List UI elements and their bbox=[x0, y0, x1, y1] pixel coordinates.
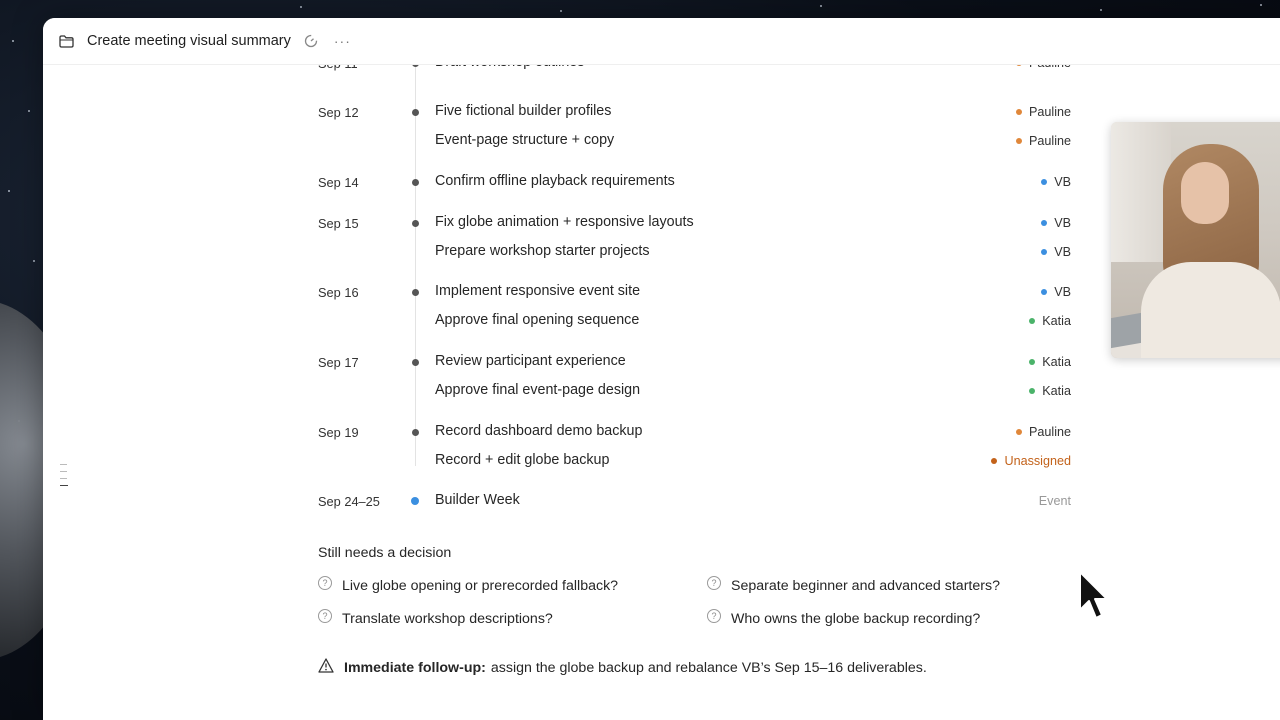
timeline-row bbox=[43, 213, 1280, 235]
owner-dot bbox=[1041, 249, 1047, 255]
timeline-dot bbox=[412, 179, 419, 186]
scroll-indicator[interactable] bbox=[60, 464, 68, 492]
decision-item: ? Live globe opening or prerecorded fallback? bbox=[318, 578, 618, 594]
owner-badge bbox=[1016, 134, 1071, 148]
timeline-task: Confirm offline playback requirements bbox=[435, 173, 675, 189]
timeline-dot bbox=[412, 429, 419, 436]
decision-item: ? Who owns the globe backup recording? bbox=[707, 611, 980, 627]
question-icon: ? bbox=[707, 576, 721, 590]
owner-label: Katia bbox=[1042, 314, 1071, 328]
owner-badge bbox=[1029, 314, 1071, 328]
timeline-date: Sep 17 bbox=[318, 355, 359, 370]
decision-item: ? Translate workshop descriptions? bbox=[318, 611, 553, 627]
folder-icon[interactable] bbox=[59, 33, 75, 49]
timeline-row bbox=[43, 491, 1280, 513]
timeline-row bbox=[43, 422, 1280, 444]
timeline-task: Builder Week bbox=[435, 492, 520, 508]
timeline-task: Prepare workshop starter projects bbox=[435, 243, 650, 259]
timeline-task: Approve final opening sequence bbox=[435, 312, 640, 328]
timeline-task: Approve final event-page design bbox=[435, 382, 641, 398]
video-overlay[interactable] bbox=[1111, 122, 1280, 358]
owner-badge bbox=[1041, 245, 1071, 259]
owner-dot bbox=[1041, 289, 1047, 295]
timeline-dot bbox=[411, 497, 419, 505]
timeline-date: Sep 15 bbox=[318, 216, 359, 231]
owner-badge bbox=[1016, 105, 1071, 119]
timeline-date: Sep 24–25 bbox=[318, 494, 380, 509]
timeline-row bbox=[43, 311, 1280, 333]
owner-dot bbox=[1041, 179, 1047, 185]
owner-dot bbox=[1016, 138, 1022, 144]
owner-label: Katia bbox=[1042, 355, 1071, 369]
timeline-task: Record + edit globe backup bbox=[435, 452, 610, 468]
question-icon: ? bbox=[707, 609, 721, 623]
decisions-heading: Still needs a decision bbox=[318, 545, 452, 561]
timeline-row bbox=[43, 131, 1280, 153]
owner-dot bbox=[1016, 109, 1022, 115]
timeline-date: Sep 19 bbox=[318, 425, 359, 440]
owner-label: VB bbox=[1054, 285, 1071, 299]
timeline-date: Sep 16 bbox=[318, 285, 359, 300]
followup-note: Immediate follow-up: assign the globe backup and rebalance VB’s Sep 15–16 deliverables. bbox=[318, 660, 927, 676]
timeline-task: Implement responsive event site bbox=[435, 283, 641, 299]
more-icon[interactable]: ··· bbox=[333, 33, 351, 49]
timeline-dot bbox=[412, 359, 419, 366]
owner-label: Pauline bbox=[1028, 425, 1071, 439]
timeline-date: Sep 12 bbox=[318, 105, 359, 120]
timeline-task: Review participant experience bbox=[435, 353, 626, 369]
owner-label: VB bbox=[1054, 175, 1071, 189]
owner-dot bbox=[991, 458, 997, 464]
owner-badge bbox=[1029, 355, 1071, 369]
owner-dot bbox=[1041, 220, 1047, 226]
owner-badge bbox=[1041, 285, 1071, 299]
owner-label: VB bbox=[1054, 216, 1071, 230]
timeline-dot bbox=[412, 289, 419, 296]
timeline-row bbox=[43, 451, 1280, 473]
owner-label: Pauline bbox=[1028, 134, 1071, 148]
question-icon: ? bbox=[318, 576, 332, 590]
owner-dot bbox=[1029, 318, 1035, 324]
owner-dot bbox=[1029, 359, 1035, 365]
titlebar bbox=[43, 18, 1280, 65]
status-icon[interactable] bbox=[304, 34, 318, 48]
owner-badge bbox=[1029, 384, 1071, 398]
timeline-row bbox=[43, 172, 1280, 194]
timeline-task: Five fictional builder profiles bbox=[435, 103, 612, 119]
timeline-dot bbox=[412, 220, 419, 227]
timeline-dot bbox=[412, 109, 419, 116]
owner-label: Event bbox=[1038, 494, 1071, 508]
timeline-task: Fix globe animation + responsive layouts bbox=[435, 214, 694, 230]
owner-badge bbox=[1041, 216, 1071, 230]
owner-dot bbox=[1029, 388, 1035, 394]
owner-badge bbox=[1016, 425, 1071, 439]
timeline-row bbox=[43, 102, 1280, 124]
decision-item: ? Separate beginner and advanced starters? bbox=[707, 578, 1000, 594]
owner-label: VB bbox=[1054, 245, 1071, 259]
window-title: Create meeting visual summary bbox=[87, 33, 291, 49]
owner-badge bbox=[1041, 175, 1071, 189]
owner-badge bbox=[1039, 494, 1071, 508]
owner-label: Katia bbox=[1042, 384, 1071, 398]
timeline-task: Event-page structure + copy bbox=[435, 132, 615, 148]
timeline-row bbox=[43, 381, 1280, 403]
warning-icon bbox=[318, 658, 334, 674]
timeline-row bbox=[43, 352, 1280, 374]
owner-dot bbox=[1016, 429, 1022, 435]
owner-label: Pauline bbox=[1028, 105, 1071, 119]
owner-badge bbox=[991, 454, 1071, 468]
timeline-date: Sep 14 bbox=[318, 175, 359, 190]
timeline-row bbox=[43, 242, 1280, 264]
owner-label: Unassigned bbox=[1004, 454, 1071, 468]
question-icon: ? bbox=[318, 609, 332, 623]
cursor-icon bbox=[1078, 570, 1112, 626]
timeline-task: Record dashboard demo backup bbox=[435, 423, 643, 439]
timeline-row bbox=[43, 282, 1280, 304]
